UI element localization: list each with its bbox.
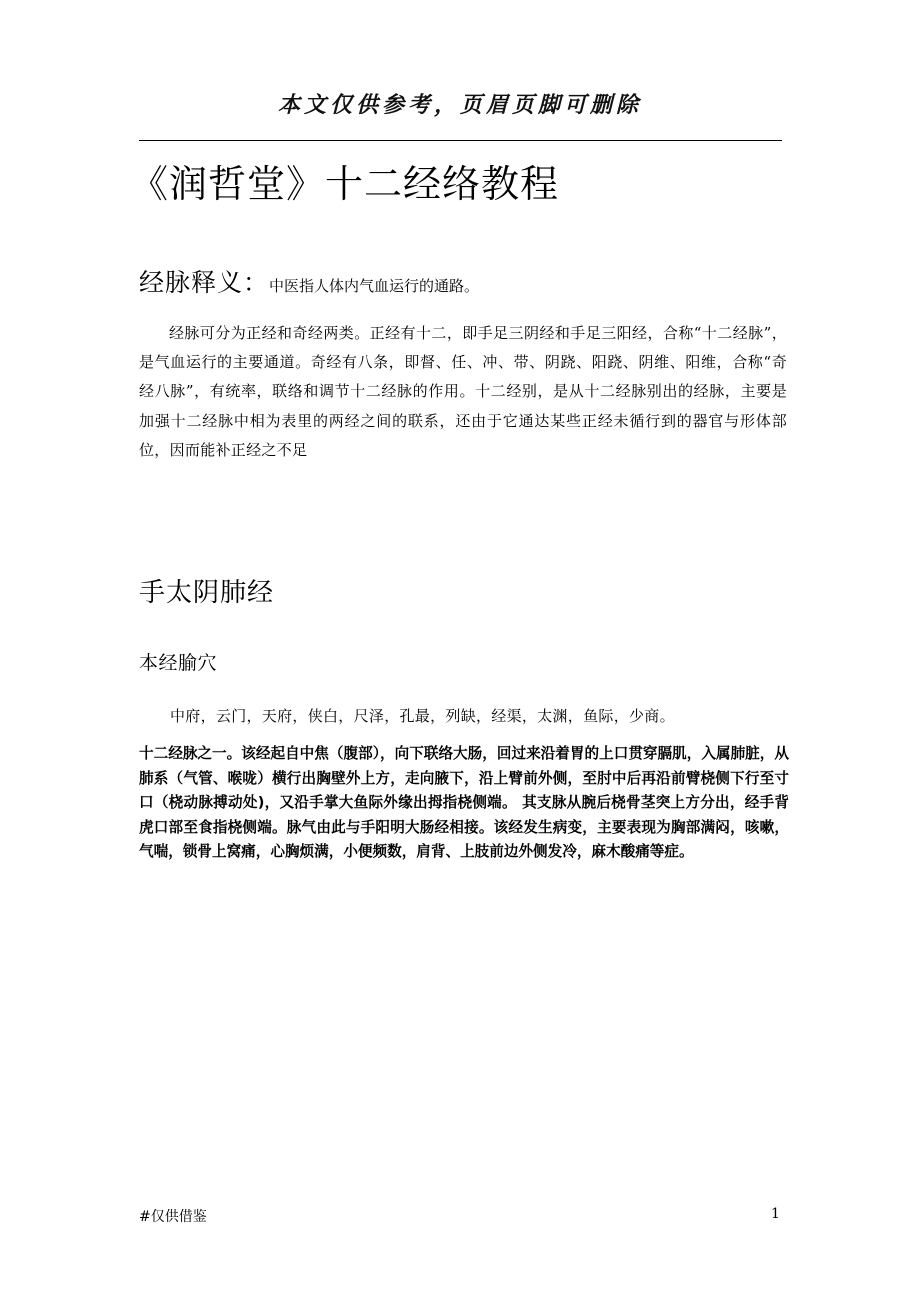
header-divider xyxy=(139,140,782,141)
definition-term: 经脉释义： xyxy=(139,268,270,297)
section-title: 手太阴肺经 xyxy=(139,578,275,608)
definition-line xyxy=(139,263,479,299)
acupoint-list: 中府，云门，天府，侠白，尺泽，孔最，列缺，经渠，太渊，鱼际，少商。 xyxy=(170,707,675,725)
footer-note: #仅供借鉴 xyxy=(139,1209,207,1225)
definition-text: 中医指人体内气血运行的通路。 xyxy=(269,277,480,295)
intro-paragraph: 经脉可分为正经和奇经两类。正经有十二，即手足三阴经和手足三阳经，合称“十二经脉”，是气血运行的主要通道。奇经有八条，即督、任、冲、带、阴跷、阳跷、阴维、阳维，合称“奇经八脉”，有统率，联络和调节十二经脉的作用。十二经别，是从十二经脉别出的经脉，主要是加强十二经脉中相为表里的两经之间的联系，还由于它通达某些正经未循行到的器官与形体部位，因而能补正经之不足 xyxy=(139,324,787,459)
page-number: 1 xyxy=(771,1206,780,1222)
header-note: 本文仅供参考，页眉页脚可删除 xyxy=(277,93,642,118)
section-subtitle: 本经腧穴 xyxy=(139,652,218,674)
meridian-description: 十二经脉之一。该经起自中焦（腹部），向下联络大肠，回过来沿着胃的上口贯穿膈肌，入属肺脏，从肺系（气管、喉咙）横行出胸壁外上方，走向腋下，沿上臂前外侧，至肘中后再沿前臂桡侧下行至寸口（桡动脉搏动处)，又沿手掌大鱼际外缘出拇指桡侧端。 其支脉从腕后桡骨茎突上方分出，经手背虎口部至食指桡侧端。脉气由此与手阳明大肠经相接。该经发生病变，主要表现为胸部满闷，咳嗽，气喘，锁骨上窝痛，心胸烦满，小便频数，肩背、上肢前边外侧发冷，麻木酸痛等症。 xyxy=(139,745,789,861)
document-title: 《润哲堂》十二经络教程 xyxy=(130,162,560,206)
